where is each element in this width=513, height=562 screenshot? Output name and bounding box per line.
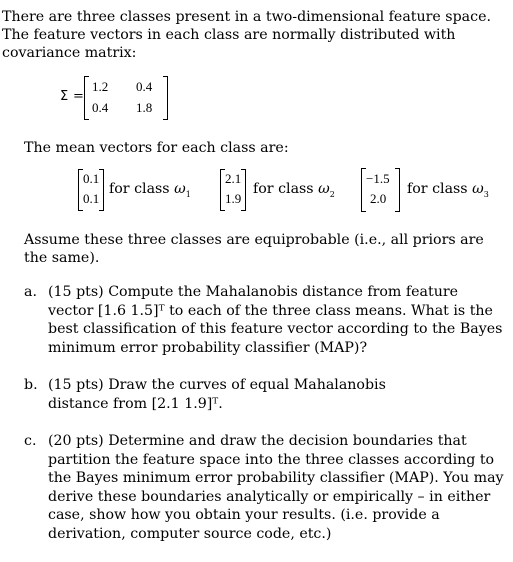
question-text: (20 pts) Determine and draw the decision boundaries that partition the feature space into the three classes according to the Bayes minimum error probability classifier (MAP). You may derive these boundaries analytically or empirically – in either case, show how you obtain your results. (i.e. provide a derivation, computer source code, etc.) bbox=[48, 433, 504, 542]
question-letter: a. bbox=[24, 284, 37, 300]
class-label-text: for class bbox=[253, 181, 314, 197]
mean-1-label bbox=[109, 181, 191, 199]
covariance-equation bbox=[60, 76, 180, 122]
omega-symbol: ω bbox=[174, 181, 186, 197]
mean-matrix-1 bbox=[78, 169, 104, 211]
mean-3-label bbox=[407, 181, 489, 199]
omega-symbol: ω bbox=[318, 181, 330, 197]
right-bracket bbox=[163, 76, 168, 120]
mean-vector-3 bbox=[361, 168, 511, 214]
mean-1-x: 0.1 bbox=[83, 171, 100, 186]
question-text: (15 pts) Compute the Mahalanobis distance from feature vector [1.6 1.5]ᵀ to each of the three class means. What is the best classification of this feature vector according to the Bayes minimum error probability classifier (MAP)? bbox=[48, 284, 503, 356]
omega-symbol: ω bbox=[472, 181, 484, 197]
mean-matrix-3 bbox=[361, 168, 400, 212]
cov-cell-21: 0.4 bbox=[92, 100, 109, 115]
cov-cell-22: 1.8 bbox=[136, 100, 153, 115]
mean-2-x: 2.1 bbox=[225, 171, 242, 186]
covariance-matrix bbox=[84, 76, 168, 120]
question-letter: b. bbox=[24, 377, 38, 393]
equals-sign: = bbox=[73, 89, 84, 104]
mean-vector-2 bbox=[220, 169, 360, 213]
class-index: 2 bbox=[329, 189, 335, 199]
right-bracket bbox=[241, 169, 246, 211]
mean-3-y: 2.0 bbox=[370, 191, 387, 206]
mean-vector-1 bbox=[78, 169, 218, 213]
intro-text: There are three classes present in a two-dimensional feature space. The feature vectors in each class are normally distributed with covariance matrix: bbox=[2, 9, 491, 61]
question-letter: c. bbox=[24, 433, 37, 449]
mean-matrix-2 bbox=[220, 169, 246, 211]
right-bracket bbox=[395, 168, 400, 212]
right-bracket bbox=[99, 169, 104, 211]
mean-2-y: 1.9 bbox=[225, 191, 242, 206]
cov-cell-11: 1.2 bbox=[92, 79, 109, 94]
mean-2-label bbox=[253, 181, 335, 199]
cov-cell-12: 0.4 bbox=[136, 79, 153, 94]
question-text: (15 pts) Draw the curves of equal Mahalanobis distance from [2.1 1.9]ᵀ. bbox=[48, 377, 386, 412]
sigma-symbol: Σ bbox=[60, 89, 69, 104]
means-heading: The mean vectors for each class are: bbox=[24, 140, 289, 156]
class-index: 3 bbox=[483, 189, 489, 199]
mean-3-x: −1.5 bbox=[366, 171, 390, 186]
mean-1-y: 0.1 bbox=[83, 191, 100, 206]
class-label-text: for class bbox=[109, 181, 170, 197]
left-bracket bbox=[84, 76, 89, 120]
class-label-text: for class bbox=[407, 181, 468, 197]
priors-note: Assume these three classes are equiprobable (i.e., all priors are the same). bbox=[24, 232, 484, 266]
class-index: 1 bbox=[185, 189, 191, 199]
